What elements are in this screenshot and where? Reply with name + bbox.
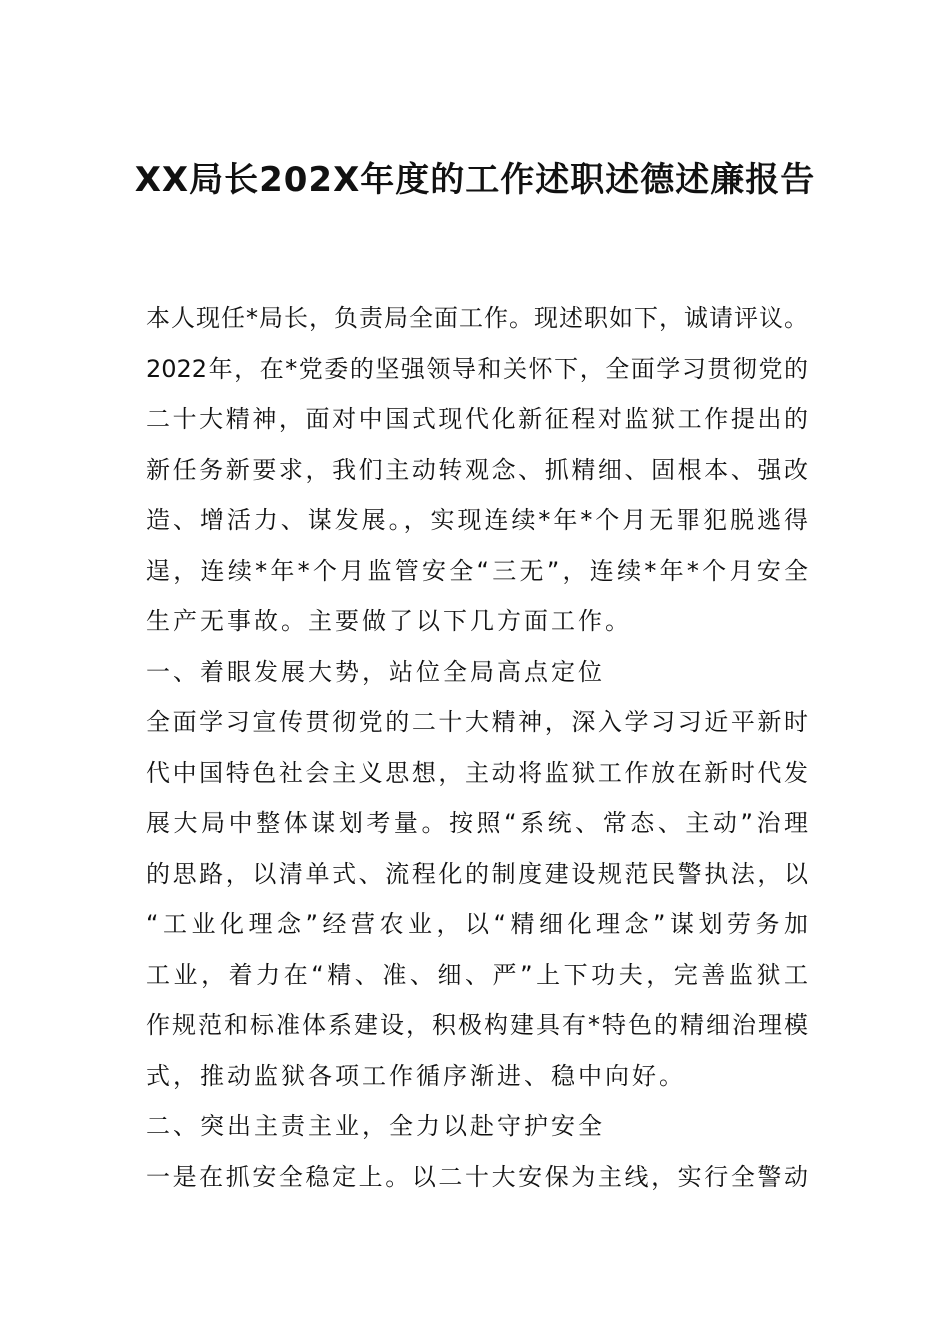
body-line-1: 本人现任*局长，负责局全面工作。现述职如下，诚请评议。 bbox=[146, 304, 808, 332]
body-line-11: 展大局中整体谋划考量。按照“系统、常态、主动”治理 bbox=[146, 809, 808, 837]
body-line-12: 的思路，以清单式、流程化的制度建设规范民警执法，以 bbox=[146, 859, 808, 888]
body-line-14: 工业，着力在“精、准、细、严”上下功夫，完善监狱工 bbox=[146, 960, 808, 989]
section-heading-2: 二、突出主责主业，全力以赴守护安全 bbox=[146, 1112, 605, 1140]
document-body bbox=[146, 293, 808, 1202]
body-line-6: 逞，连续*年*个月监管安全“三无”，连续*年*个月安全 bbox=[146, 556, 808, 585]
body-line-2: 2022年，在*党委的坚强领导和关怀下，全面学习贯彻党的 bbox=[146, 354, 808, 383]
section-heading-1: 一、着眼发展大势，站位全局高点定位 bbox=[146, 657, 605, 686]
document-title: XX局长202X年度的工作述职述德述廉报告 bbox=[134, 160, 816, 200]
body-line-16: 式，推动监狱各项工作循序渐进、稳中向好。 bbox=[146, 1061, 686, 1090]
body-line-7: 生产无事故。主要做了以下几方面工作。 bbox=[146, 607, 632, 635]
body-line-18: 一是在抓安全稳定上。以二十大安保为主线，实行全警动 bbox=[146, 1162, 808, 1191]
body-line-4: 新任务新要求，我们主动转观念、抓精细、固根本、强改 bbox=[146, 455, 808, 484]
body-line-9: 全面学习宣传贯彻党的二十大精神，深入学习习近平新时 bbox=[146, 708, 808, 736]
body-line-15: 作规范和标准体系建设，积极构建具有*特色的精细治理模 bbox=[146, 1011, 808, 1039]
body-line-3: 二十大精神，面对中国式现代化新征程对监狱工作提出的 bbox=[146, 405, 808, 433]
body-line-13: “工业化理念”经营农业，以“精细化理念”谋划劳务加 bbox=[146, 910, 808, 938]
body-line-10: 代中国特色社会主义思想，主动将监狱工作放在新时代发 bbox=[146, 758, 808, 787]
body-line-5: 造、增活力、谋发展。，实现连续*年*个月无罪犯脱逃得 bbox=[146, 506, 808, 534]
